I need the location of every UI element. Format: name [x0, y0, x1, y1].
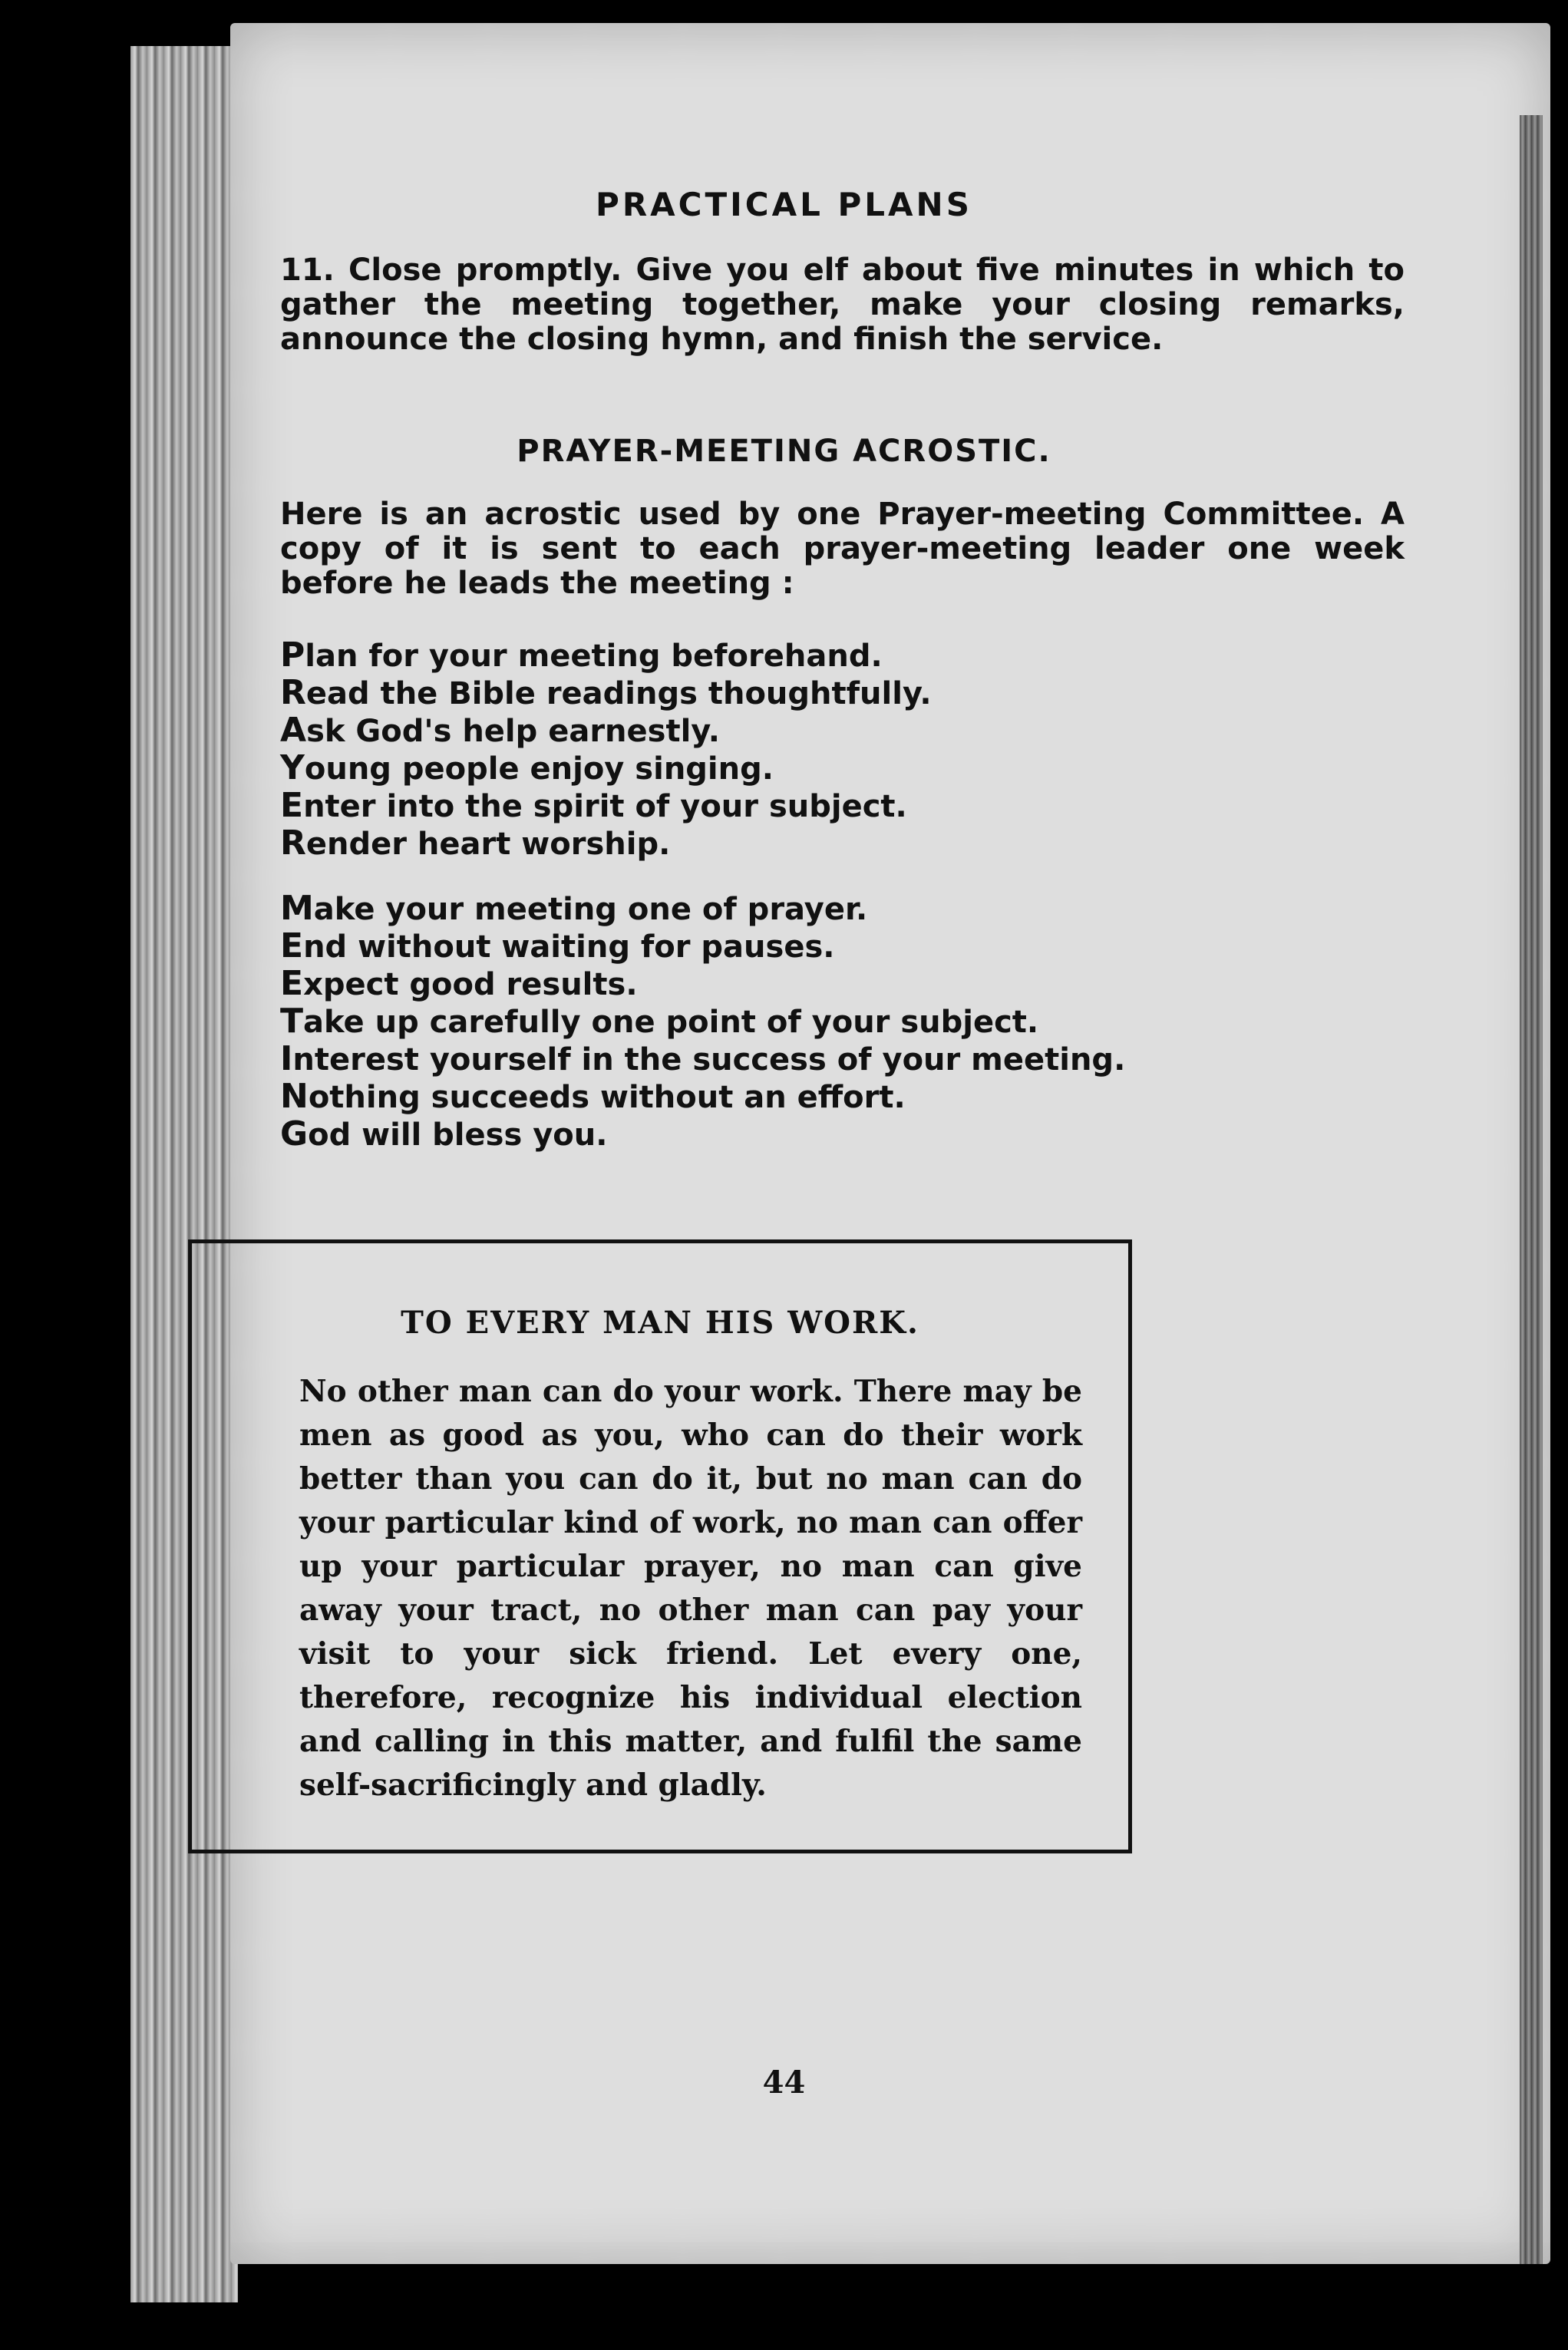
boxed-article	[188, 1239, 1132, 1853]
boxed-article-body	[246, 1370, 1082, 1807]
acrostic-line	[280, 1078, 1201, 1116]
item-11-text: 11. Close promptly. Give you elf about five minutes in which to gather the meeting together, make your closing remarks, announce the closing hymn, and finish the service.	[280, 252, 1405, 357]
acrostic-rest: lan for your meeting beforehand.	[305, 639, 883, 674]
acrostic-group-prayer	[280, 637, 1201, 863]
acrostic-rest: ender heart worship.	[305, 827, 671, 862]
acrostic-initial: E	[280, 786, 304, 825]
acrostic-line	[280, 1116, 1201, 1154]
acrostic-rest: othing succeeds without an effort.	[308, 1080, 906, 1115]
acrostic-initial: G	[280, 1114, 309, 1154]
acrostic-initial: R	[280, 823, 306, 863]
acrostic-rest: xpect good results.	[303, 967, 638, 1002]
acrostic-line	[280, 1003, 1201, 1041]
acrostic-initial: R	[280, 673, 306, 712]
acrostic-initial: M	[280, 889, 314, 928]
page-number: 44	[762, 2065, 806, 2101]
acrostic-intro-paragraph	[219, 497, 1405, 601]
acrostic-line	[280, 965, 1201, 1003]
acrostic-initial: Y	[280, 748, 305, 787]
boxed-article-title: TO EVERY MAN HIS WORK.	[401, 1305, 919, 1341]
acrostic-rest: ake your meeting one of prayer.	[313, 892, 868, 927]
acrostic-intro-text: Here is an acrostic used by one Prayer-meeting Committee. A copy of it is sent to each prayer-meeting leader one week before he leads the meeting :	[280, 497, 1405, 601]
acrostic-initial: A	[280, 711, 307, 750]
acrostic-initial: P	[280, 635, 305, 675]
acrostic-rest: nterest yourself in the success of your meeting.	[292, 1042, 1126, 1078]
acrostic-rest: nd without waiting for pauses.	[303, 929, 835, 965]
acrostic-line	[280, 637, 1201, 675]
acrostic-group-meeting	[280, 890, 1201, 1154]
acrostic-rest: od will bless you.	[308, 1117, 608, 1153]
acrostic-rest: oung people enjoy singing.	[304, 751, 774, 787]
acrostic-line	[280, 1041, 1201, 1078]
acrostic-rest: ead the Bible readings thoughtfully.	[305, 676, 932, 711]
book-spine-edge	[130, 46, 238, 2302]
boxed-article-text: No other man can do your work. There may be men as good as you, who can do their work better than you can do it, but no man can do your particular kind of work, no man can offer up your particular prayer, no man can give away your tract, no other man can pay your visit to your sick friend. Let every one, therefore, recognize his individual election and calling in this matter, and fulfil the same self-sacrificingly and gladly.	[299, 1374, 1082, 1803]
running-head: PRACTICAL PLANS	[596, 186, 972, 223]
acrostic-rest: sk God's help earnestly.	[306, 714, 720, 749]
acrostic-rest: nter into the spirit of your subject.	[303, 789, 907, 824]
acrostic-line	[280, 825, 1201, 863]
item-11-paragraph	[219, 253, 1405, 357]
acrostic-initial: I	[280, 1039, 293, 1078]
acrostic-initial: T	[280, 1002, 304, 1041]
acrostic-initial: N	[280, 1077, 309, 1116]
acrostic-line	[280, 675, 1201, 712]
acrostic-line	[280, 890, 1201, 928]
acrostic-initial: E	[280, 926, 304, 965]
acrostic-heading: PRAYER-MEETING ACROSTIC.	[517, 434, 1051, 469]
acrostic-rest: ake up carefully one point of your subject.	[303, 1005, 1039, 1040]
acrostic-line	[280, 712, 1201, 750]
acrostic-initial: E	[280, 964, 304, 1003]
acrostic-line	[280, 787, 1201, 825]
acrostic-line	[280, 928, 1201, 965]
acrostic-line	[280, 750, 1201, 787]
